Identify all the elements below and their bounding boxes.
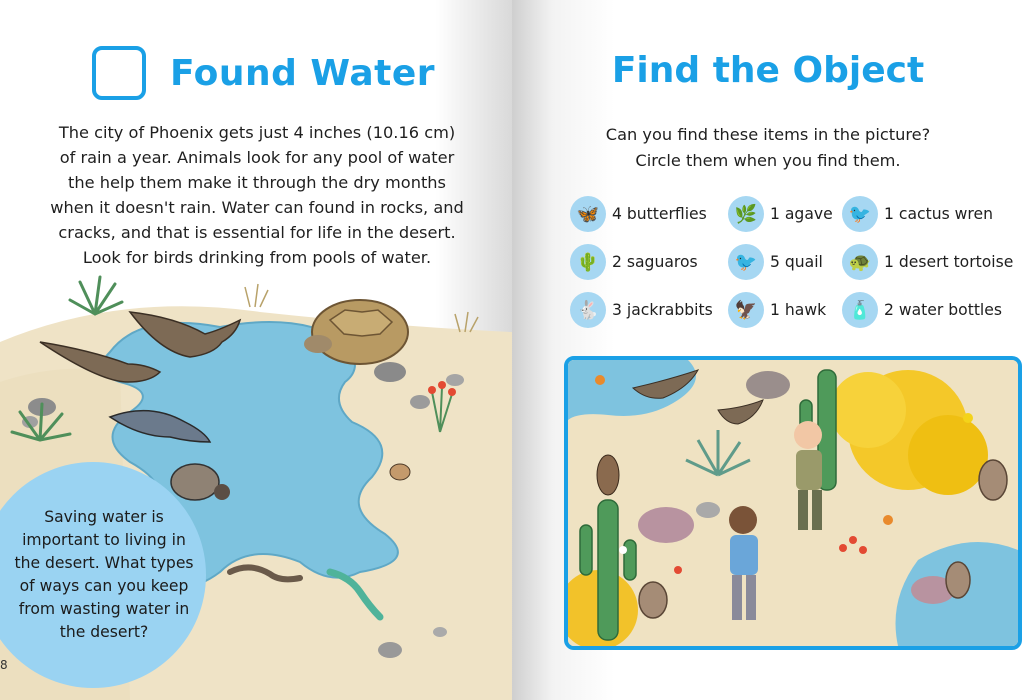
agave-icon: 🌿 [728, 196, 764, 232]
page-title: Find the Object [611, 50, 925, 91]
intro-line: The city of Phoenix gets just 4 inches (10.16 cm) [58, 123, 456, 142]
find-item-label: 1 desert tortoise [884, 253, 1014, 271]
instruction-line: Can you find these items in the picture? [605, 125, 931, 144]
tip-line: the desert. What types [14, 554, 194, 572]
find-item-label: 2 water bottles [884, 301, 1002, 319]
tip-line: important to living in [22, 531, 186, 549]
find-item-label: 1 cactus wren [884, 205, 993, 223]
intro-line: Look for birds drinking from pools of water. [82, 248, 432, 267]
find-item [842, 196, 1020, 232]
jackrabbit-icon: 🐇 [570, 292, 606, 328]
find-items-list [570, 196, 1020, 328]
cactus-wren-icon: 🐦 [842, 196, 878, 232]
find-item-label: 4 butterflies [612, 205, 707, 223]
find-item-label: 3 jackrabbits [612, 301, 713, 319]
find-item-label: 1 hawk [770, 301, 827, 319]
title-row [92, 46, 435, 100]
tortoise-icon: 🐢 [842, 244, 878, 280]
page-title: Found Water [170, 52, 436, 94]
find-item [728, 244, 842, 280]
water-bottle-icon: 🧴 [842, 292, 878, 328]
intro-line: the help them make it through the dry months [68, 173, 446, 192]
find-item [570, 292, 728, 328]
intro-line: of rain a year. Animals look for any pool of water [59, 148, 455, 167]
page-number: 8 [0, 658, 8, 672]
find-item-label: 2 saguaros [612, 253, 698, 271]
find-item [728, 196, 842, 232]
search-picture[interactable] [564, 356, 1022, 650]
butterfly-icon: 🦋 [570, 196, 606, 232]
find-item [842, 244, 1020, 280]
find-item-label: 1 agave [770, 205, 833, 223]
tip-text [14, 506, 193, 644]
intro-paragraph [22, 120, 492, 270]
find-item [570, 244, 728, 280]
find-item [728, 292, 842, 328]
saguaro-icon: 🌵 [570, 244, 606, 280]
find-item-label: 5 quail [770, 253, 823, 271]
tip-line: Saving water is [44, 508, 164, 526]
tip-line: from wasting water in [18, 600, 190, 618]
intro-line: cracks, and that is essential for life in the desert. [58, 223, 456, 242]
intro-line: when it doesn't rain. Water can found in rocks, and [50, 198, 464, 217]
completion-checkbox[interactable] [92, 46, 146, 100]
instruction-line: Circle them when you find them. [635, 151, 901, 170]
instructions [512, 122, 1024, 174]
hawk-icon: 🦅 [728, 292, 764, 328]
tip-line: the desert? [59, 623, 149, 641]
find-item [570, 196, 728, 232]
find-item [842, 292, 1020, 328]
desert-scene-illustration [568, 360, 1018, 646]
right-page [512, 0, 1024, 700]
quail-icon: 🐦 [728, 244, 764, 280]
tip-line: of ways can you keep [19, 577, 189, 595]
